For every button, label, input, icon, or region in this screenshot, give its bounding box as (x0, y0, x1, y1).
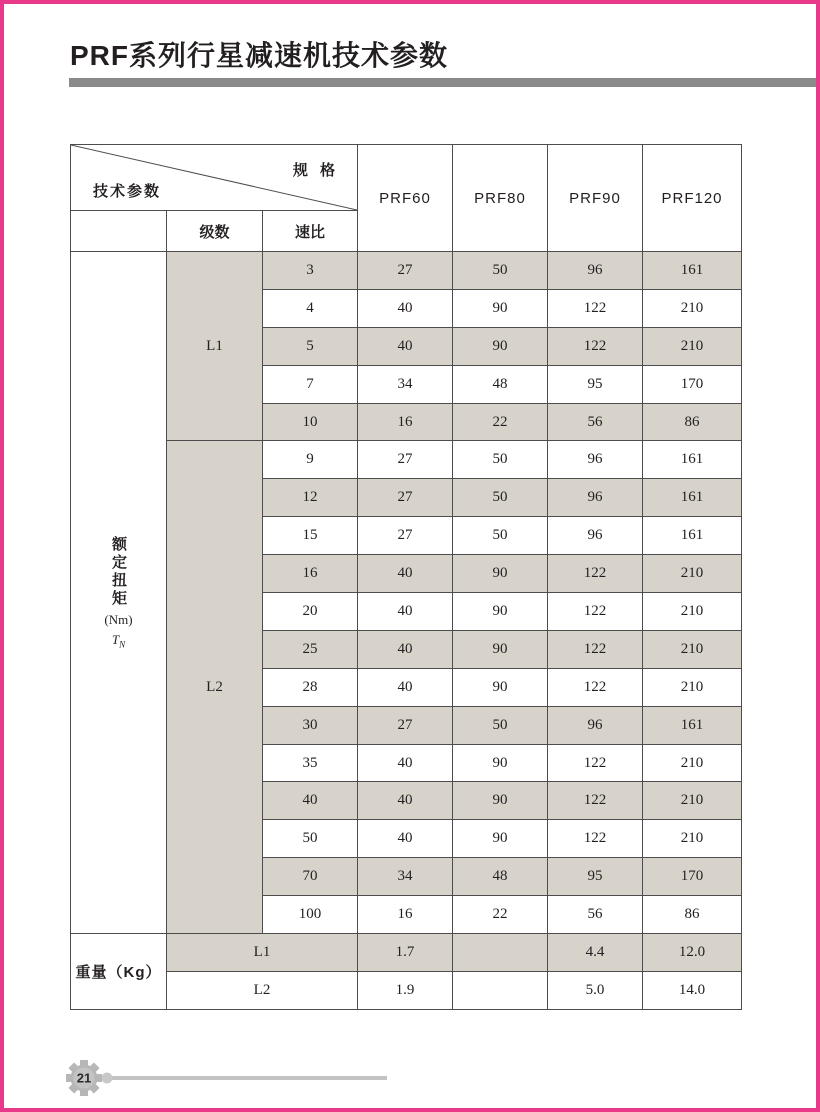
value-cell: 34 (358, 858, 453, 896)
value-cell: 40 (358, 555, 453, 593)
value-cell: 210 (643, 820, 742, 858)
value-cell: 161 (643, 517, 742, 555)
ratio-cell: 3 (263, 252, 358, 290)
value-cell: 122 (548, 555, 643, 593)
weight-value-cell: 1.9 (358, 972, 453, 1010)
value-cell: 96 (548, 706, 643, 744)
torque-row (71, 252, 742, 290)
weight-row-l2 (71, 972, 742, 1010)
value-cell: 50 (453, 252, 548, 290)
header-row-1 (71, 145, 742, 211)
value-cell: 122 (548, 820, 643, 858)
weight-body (71, 934, 742, 1010)
value-cell: 122 (548, 668, 643, 706)
weight-stage-cell: L1 (167, 934, 358, 972)
page-footer (62, 1054, 402, 1102)
value-cell: 96 (548, 479, 643, 517)
value-cell: 27 (358, 252, 453, 290)
ratio-cell: 4 (263, 289, 358, 327)
stage-group-cell-l1: L1 (167, 252, 263, 441)
value-cell: 50 (453, 517, 548, 555)
value-cell: 90 (453, 668, 548, 706)
weight-value-cell (453, 972, 548, 1010)
ratio-cell: 50 (263, 820, 358, 858)
page-number: 21 (76, 1070, 92, 1086)
value-cell: 50 (453, 441, 548, 479)
value-cell: 161 (643, 441, 742, 479)
value-cell: 90 (453, 555, 548, 593)
value-cell: 34 (358, 365, 453, 403)
value-cell: 40 (358, 289, 453, 327)
value-cell: 122 (548, 782, 643, 820)
torque-label-cell (71, 252, 167, 934)
title-divider-bar (69, 78, 820, 87)
torque-body (71, 252, 742, 934)
value-cell: 122 (548, 289, 643, 327)
value-cell: 27 (358, 706, 453, 744)
ratio-cell: 25 (263, 630, 358, 668)
value-cell: 16 (358, 403, 453, 441)
value-cell: 40 (358, 668, 453, 706)
weight-value-cell: 14.0 (643, 972, 742, 1010)
ratio-cell: 30 (263, 706, 358, 744)
ratio-cell: 15 (263, 517, 358, 555)
corner-label-params: 技术参数 (93, 183, 162, 200)
value-cell: 40 (358, 327, 453, 365)
col-header-stages: 级数 (167, 211, 263, 252)
value-cell: 122 (548, 593, 643, 631)
value-cell: 170 (643, 365, 742, 403)
value-cell: 40 (358, 820, 453, 858)
corner-label-spec: 规 格 (292, 162, 340, 179)
torque-row (71, 441, 742, 479)
value-cell: 210 (643, 289, 742, 327)
value-cell: 96 (548, 252, 643, 290)
value-cell: 22 (453, 896, 548, 934)
weight-value-cell: 1.7 (358, 934, 453, 972)
value-cell: 40 (358, 593, 453, 631)
value-cell: 50 (453, 479, 548, 517)
ratio-cell: 16 (263, 555, 358, 593)
value-cell: 90 (453, 630, 548, 668)
footer-graphic (62, 1054, 402, 1102)
diagonal-corner-cell (71, 145, 358, 211)
weight-value-cell (453, 934, 548, 972)
value-cell: 90 (453, 593, 548, 631)
value-cell: 95 (548, 365, 643, 403)
weight-value-cell: 5.0 (548, 972, 643, 1010)
value-cell: 40 (358, 782, 453, 820)
gear-icon (66, 1060, 102, 1096)
page-title: PRF系列行星减速机技术参数 (70, 40, 449, 71)
torque-unit-label: (Nm) (104, 611, 133, 627)
value-cell: 56 (548, 403, 643, 441)
ratio-cell: 70 (263, 858, 358, 896)
weight-stage-cell: L2 (167, 972, 358, 1010)
weight-value-cell: 12.0 (643, 934, 742, 972)
torque-symbol: $T_N$ (111, 631, 126, 650)
col-header-prf60: PRF60 (358, 145, 453, 252)
value-cell: 56 (548, 896, 643, 934)
ratio-cell: 5 (263, 327, 358, 365)
value-cell: 90 (453, 744, 548, 782)
col-header-prf90: PRF90 (548, 145, 643, 252)
footer-dot (102, 1073, 113, 1084)
ratio-cell: 20 (263, 593, 358, 631)
ratio-cell: 9 (263, 441, 358, 479)
value-cell: 86 (643, 403, 742, 441)
value-cell: 90 (453, 820, 548, 858)
ratio-cell: 12 (263, 479, 358, 517)
value-cell: 48 (453, 365, 548, 403)
value-cell: 161 (643, 252, 742, 290)
value-cell: 122 (548, 744, 643, 782)
value-cell: 40 (358, 744, 453, 782)
ratio-cell: 35 (263, 744, 358, 782)
value-cell: 210 (643, 782, 742, 820)
value-cell: 210 (643, 744, 742, 782)
stage-group-cell-l2: L2 (167, 441, 263, 934)
value-cell: 210 (643, 555, 742, 593)
col-header-ratio: 速比 (263, 211, 358, 252)
col-header-prf80: PRF80 (453, 145, 548, 252)
ratio-cell: 28 (263, 668, 358, 706)
ratio-cell: 10 (263, 403, 358, 441)
empty-header-cell (71, 211, 167, 252)
value-cell: 27 (358, 517, 453, 555)
value-cell: 16 (358, 896, 453, 934)
torque-vertical-label: 额定扭矩 (110, 535, 127, 608)
col-header-prf120: PRF120 (643, 145, 742, 252)
value-cell: 161 (643, 706, 742, 744)
value-cell: 90 (453, 327, 548, 365)
value-cell: 48 (453, 858, 548, 896)
value-cell: 161 (643, 479, 742, 517)
value-cell: 122 (548, 327, 643, 365)
weight-value-cell: 4.4 (548, 934, 643, 972)
value-cell: 90 (453, 782, 548, 820)
value-cell: 210 (643, 668, 742, 706)
value-cell: 210 (643, 630, 742, 668)
ratio-cell: 7 (263, 365, 358, 403)
ratio-cell: 40 (263, 782, 358, 820)
value-cell: 210 (643, 593, 742, 631)
value-cell: 50 (453, 706, 548, 744)
value-cell: 40 (358, 630, 453, 668)
spec-table (70, 144, 742, 1010)
value-cell: 27 (358, 441, 453, 479)
value-cell: 22 (453, 403, 548, 441)
value-cell: 96 (548, 441, 643, 479)
value-cell: 95 (548, 858, 643, 896)
weight-label-cell: 重量（Kg） (71, 934, 167, 1010)
value-cell: 96 (548, 517, 643, 555)
value-cell: 210 (643, 327, 742, 365)
value-cell: 27 (358, 479, 453, 517)
value-cell: 86 (643, 896, 742, 934)
footer-line (106, 1076, 387, 1080)
value-cell: 122 (548, 630, 643, 668)
weight-row-l1 (71, 934, 742, 972)
ratio-cell: 100 (263, 896, 358, 934)
value-cell: 90 (453, 289, 548, 327)
value-cell: 170 (643, 858, 742, 896)
